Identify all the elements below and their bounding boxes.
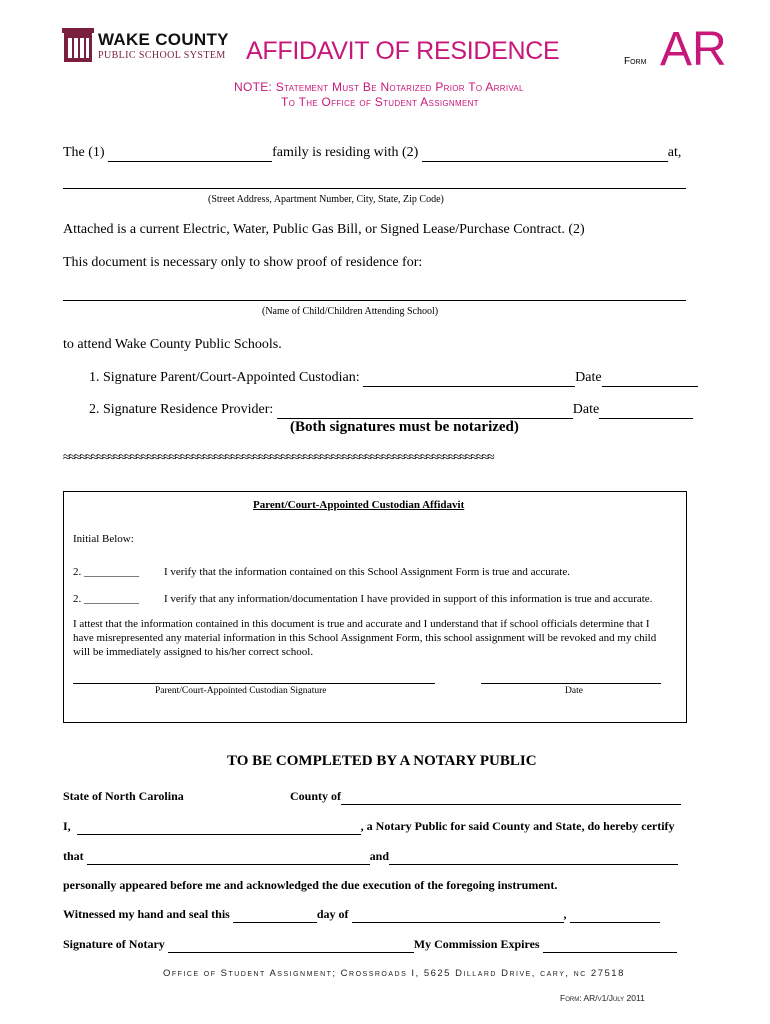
appeared-statement: personally appeared before me and acknowledged the due execution of the foregoing instrument. [63,878,558,892]
day-field[interactable] [233,907,317,923]
attest-line-2: have misrepresented any material information in this School Assignment Form, this school assignment will be revoked and my child [73,632,657,644]
date-2-label: Date [572,402,600,417]
custodian-signature-line[interactable] [73,683,435,684]
county-field[interactable] [341,789,681,805]
address-field[interactable] [63,188,686,189]
notary-certify-line [63,819,675,835]
date-1-label: Date [575,370,602,385]
commission-expires-field[interactable] [543,937,677,953]
certify-text: , a Notary Public for said County and State, do hereby certify [360,819,675,833]
schoolhouse-icon [62,28,94,64]
form-code: AR [660,23,727,76]
year-field[interactable] [570,907,660,923]
signature-caption: Parent/Court-Appointed Custodian Signature [155,686,327,696]
person2-field[interactable] [389,849,678,865]
comma-label: , [563,907,570,921]
state-label: State of North Carolina [63,789,184,803]
affidavit-heading: Parent/Court-Appointed Custodian Affidavit [253,499,465,511]
attached-statement: Attached is a current Electric, Water, Public Gas Bill, or Signed Lease/Purchase Contract. (2) [63,222,585,237]
date-caption: Date [565,686,583,696]
attest-line-3: will be immediately assigned to his/her correct school. [73,646,314,658]
verify-statement-2: I verify that any information/documentation I have provided in support of this information is true and accurate. [164,593,653,605]
county-line [290,789,681,805]
attend-statement: to attend Wake County Public Schools. [63,337,282,352]
notarize-note: NOTE: Statement Must Be Notarized Prior To Arrival [234,80,524,94]
month-field[interactable] [352,907,564,923]
provider-signature-field[interactable] [277,402,573,419]
provider-date-field[interactable] [599,402,693,419]
notarize-note-line2: To The Office of Student Assignment [281,95,479,109]
form-title: AFFIDAVIT OF RESIDENCE [246,37,560,65]
footer-address: Office of Student Assignment; Crossroads I, 5625 Dillard Drive, cary, nc 27518 [163,968,625,979]
notary-signature-line [63,937,677,953]
custodian-date-field[interactable] [602,370,698,387]
i-label: I, [63,819,71,833]
wave-divider: ≈≈≈≈≈≈≈≈≈≈≈≈≈≈≈≈≈≈≈≈≈≈≈≈≈≈≈≈≈≈≈≈≈≈≈≈≈≈≈≈≈≈≈≈≈≈≈≈≈≈≈≈≈≈≈≈≈≈≈≈≈≈≈≈≈≈≈≈≈≈≈≈≈≈≈≈≈ [63,449,494,464]
form-version: Form: AR/v1/July 2011 [560,993,645,1003]
initial-below-label: Initial Below: [73,533,134,545]
logo-name: WAKE COUNTY [98,30,229,49]
and-label: and [369,849,390,863]
verify-statement-1: I verify that the information contained on this School Assignment Form is true and accurate. [164,566,570,578]
attest-line-1: I attest that the information contained in this document is true and accurate and I understand that if school officials determine that I [73,618,650,630]
resident-name-field[interactable] [422,145,668,162]
signature-line-1 [89,370,698,387]
custodian-affidavit-date-line[interactable] [481,683,661,684]
child-caption: (Name of Child/Children Attending School) [262,306,439,317]
residence-prefix: The (1) [63,145,109,160]
initial-field-1[interactable]: 2. __________ [73,566,139,578]
initial-field-2[interactable]: 2. __________ [73,593,139,605]
address-caption: (Street Address, Apartment Number, City, State, Zip Code) [208,194,444,205]
notary-signature-field[interactable] [168,937,414,953]
signature-2-label: 2. Signature Residence Provider: [89,402,277,417]
person1-field[interactable] [87,849,370,865]
signature-line-2 [89,402,693,419]
notarized-notice: (Both signatures must be notarized) [290,419,519,435]
commission-label: My Commission Expires [413,937,543,951]
county-label: County of [290,789,342,803]
residence-suffix: at, [667,145,682,160]
notary-heading: TO BE COMPLETED BY A NOTARY PUBLIC [227,753,537,769]
proof-statement: This document is necessary only to show proof of residence for: [63,255,423,270]
day-of-label: day of [316,907,352,921]
logo-subtitle: PUBLIC SCHOOL SYSTEM [98,50,226,61]
custodian-signature-field[interactable] [363,370,575,387]
appeared-names-line [63,849,678,865]
wcpss-logo [62,28,232,66]
form-label: Form [624,56,647,67]
child-name-field[interactable] [63,300,686,301]
notary-signature-label: Signature of Notary [63,937,168,951]
signature-1-label: 1. Signature Parent/Court-Appointed Custodian: [89,370,364,385]
that-label: that [63,849,84,863]
notary-name-field[interactable] [77,819,361,835]
family-name-field[interactable] [108,145,272,162]
residence-line [63,145,681,162]
residence-mid: family is residing with (2) [272,145,422,160]
witnessed-line [63,907,660,923]
witnessed-label: Witnessed my hand and seal this [63,907,233,921]
